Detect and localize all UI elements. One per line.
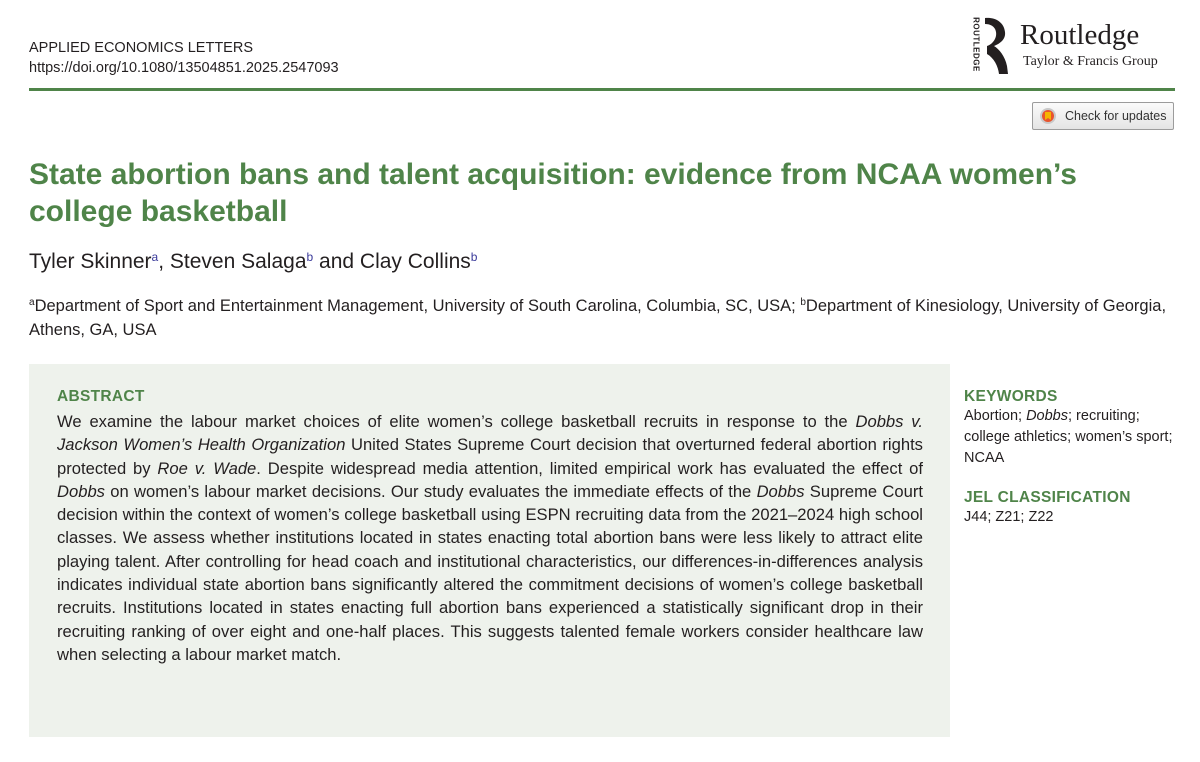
italic-text: Dobbs	[756, 481, 805, 501]
abstract-panel	[29, 364, 950, 737]
journal-name: APPLIED ECONOMICS LETTERS	[29, 40, 253, 56]
header-divider	[29, 88, 1175, 91]
affiliation-marker: a	[29, 297, 35, 308]
publisher-group: Taylor & Francis Group	[1023, 54, 1158, 69]
author-name[interactable]: Steven Salaga	[169, 250, 307, 273]
publisher-name: Routledge	[1020, 19, 1140, 51]
keywords-section	[964, 388, 1179, 469]
author-affiliation-marker[interactable]: b	[306, 250, 314, 264]
affiliation-text: Department of Kinesiology, University of Georgia, Athens, GA, USA	[29, 297, 1167, 339]
keywords-text	[964, 406, 1179, 469]
check-for-updates-label: Check for updates	[1065, 109, 1167, 123]
text-segment: on women’s labour market decisions. Our study evaluates the immediate effects of the	[104, 481, 757, 501]
author-name[interactable]: Clay Collins	[359, 250, 471, 273]
author-affiliation-marker[interactable]: a	[151, 250, 159, 264]
author-separator: and	[313, 250, 360, 273]
text-segment: Supreme Court decision within the context of women’s college basketball using ESPN recruiting data from the 2021–2024 high school classes. We assess whether institutions located in states enacting total abortion bans were less likely to attract elite playing talent. After controlling for head coach and institutional characteristics, our differences-in-differences analysis indicates individual state abortion bans significantly altered the commitment decisions of women’s college basketball recruits. Institutions located in states enacting full abortion bans experienced a statistically significant drop in their recruiting ranking of over eight and one-half places. This suggests talented female workers consider healthcare law when selecting a labour market match.	[57, 481, 923, 664]
routledge-head-icon	[981, 16, 1011, 76]
journal-header	[29, 38, 339, 78]
check-for-updates-button[interactable]	[1032, 102, 1174, 130]
keywords-heading: KEYWORDS	[964, 388, 1058, 405]
abstract-text	[57, 410, 923, 666]
text-segment: ; recruiting; college athletics; women’s sport; NCAA	[964, 408, 1173, 466]
italic-text: Dobbs v. Jackson Women’s Health Organization	[57, 412, 923, 455]
affiliations	[29, 294, 1179, 342]
italic-text: Roe v. Wade	[157, 458, 257, 478]
jel-codes: J44; Z21; Z22	[964, 509, 1054, 525]
author-name[interactable]: Tyler Skinner	[29, 250, 152, 273]
italic-text: Dobbs	[57, 481, 105, 501]
crossmark-icon	[1039, 107, 1057, 125]
logo-vertical-text: ROUTLEDGE	[971, 17, 981, 72]
abstract-heading: ABSTRACT	[57, 388, 145, 405]
author-list	[29, 248, 477, 276]
article-title: State abortion bans and talent acquisition: evidence from NCAA women’s college basketball	[29, 158, 1077, 228]
author-separator: ,	[158, 250, 170, 273]
text-segment: We examine the labour market choices of elite women’s college basketball recruits in response to the	[57, 412, 856, 431]
jel-section	[964, 489, 1179, 528]
text-segment: United States Supreme Court decision that overturned federal abortion rights protected by	[57, 435, 923, 478]
author-affiliation-marker[interactable]: b	[470, 250, 478, 264]
affiliation-text: Department of Sport and Entertainment Management, University of South Carolina, Columbia, SC, USA;	[34, 297, 801, 315]
doi-link[interactable]: https://doi.org/10.1080/13504851.2025.2547093	[29, 60, 339, 76]
publisher-logo[interactable]	[968, 14, 1178, 78]
affiliation-marker: b	[800, 297, 806, 308]
italic-text: Dobbs	[1026, 408, 1068, 424]
text-segment: Abortion;	[964, 408, 1027, 424]
jel-heading: JEL CLASSIFICATION	[964, 489, 1131, 506]
text-segment: . Despite widespread media attention, limited empirical work has evaluated the effect of	[256, 458, 923, 478]
